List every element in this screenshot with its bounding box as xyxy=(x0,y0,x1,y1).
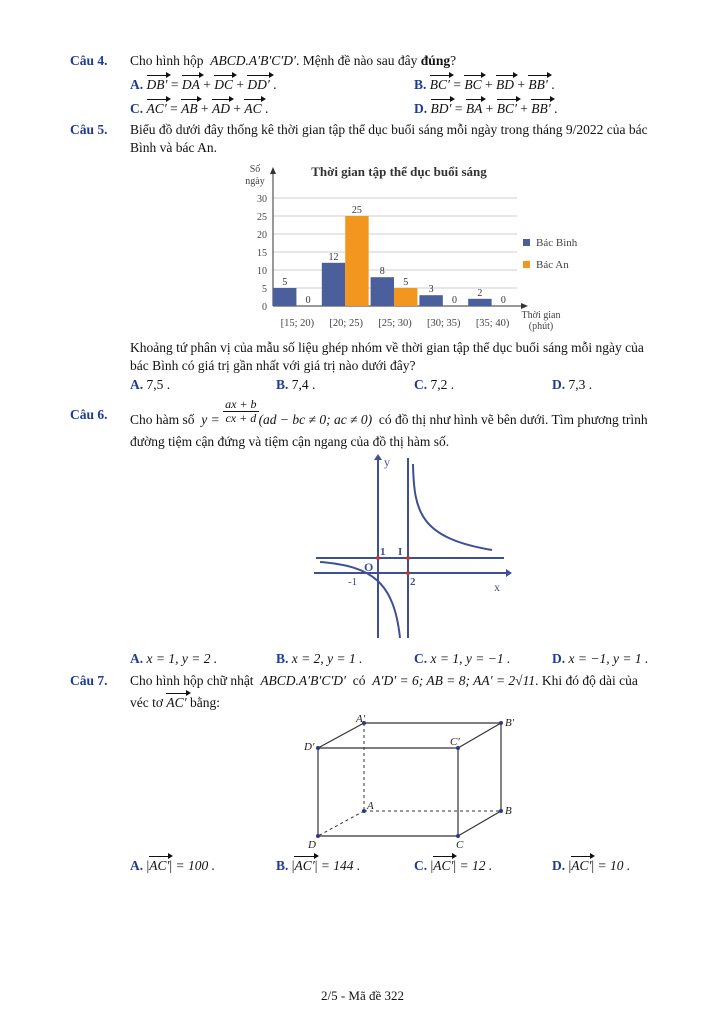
bar-s0-c4 xyxy=(468,299,491,306)
q6-option-b[interactable]: B. x = 2, y = 1 . xyxy=(276,651,363,666)
data-label-s1-c0: 0 xyxy=(305,295,311,306)
q4-option-b[interactable]: B. BC′ = BC + BD + BB′ . xyxy=(414,77,555,92)
chart-title: Thời gian tập thể dục buổi sáng xyxy=(311,164,487,179)
vertex-a1: A′ xyxy=(356,713,366,725)
cuboid-figure xyxy=(300,712,530,852)
graph-label-one-x: I xyxy=(398,546,403,558)
q6-option-d[interactable]: D. x = −1, y = 1 . xyxy=(552,651,649,666)
q6-stem-line2: đường tiệm cận đứng và tiệm cận ngang của đồ thị hàm số. xyxy=(130,434,450,449)
bar-s1-c1 xyxy=(345,216,368,306)
page-footer: 2/5 - Mã đề 322 xyxy=(320,988,405,1003)
bar-s0-c0 xyxy=(273,288,296,306)
data-label-s0-c2: 8 xyxy=(379,266,385,278)
q7-option-d[interactable]: D. |AC′| = 10 . xyxy=(552,858,631,873)
right-branch xyxy=(413,464,492,550)
vertex-c1: C′ xyxy=(450,736,460,748)
y-tick-2: 10 xyxy=(257,266,267,277)
bar-chart xyxy=(225,158,605,338)
y-tick-0: 0 xyxy=(262,302,267,313)
data-label-s0-c3: 3 xyxy=(428,284,434,296)
q7-label: Câu 7. xyxy=(70,673,108,688)
q6-option-c[interactable]: C. x = 1, y = −1 . xyxy=(414,651,511,666)
q6-option-a[interactable]: A. x = 1, y = 2 . xyxy=(130,651,218,666)
q4-stem: Cho hình hộp ABCD.A′B′C′D′. Mệnh đề nào sau đây đúng? xyxy=(130,53,457,68)
graph-label-one-y: 1 xyxy=(380,546,386,558)
q7-option-c[interactable]: C. |AC′| = 12 . xyxy=(414,858,493,873)
legend-swatch-1 xyxy=(523,261,530,268)
x-axis-arrow xyxy=(521,303,528,309)
chart-ylabel-2: ngày xyxy=(245,176,265,187)
q5-option-c[interactable]: C. 7,2 . xyxy=(414,377,455,392)
vertex-a: A xyxy=(367,800,374,812)
q5-stem-line2: Bình và bác An. xyxy=(130,140,217,155)
data-label-s1-c4: 0 xyxy=(500,295,506,306)
x-tick-1: [20; 25) xyxy=(329,318,363,329)
x-tick-2: [25; 30) xyxy=(378,318,412,329)
q4-label: Câu 4. xyxy=(70,53,108,68)
chart-xlabel-2: (phút) xyxy=(528,321,554,332)
y-axis-arrow xyxy=(270,167,276,174)
bar-s0-c2 xyxy=(371,277,394,306)
data-label-s1-c3: 0 xyxy=(452,295,458,306)
bar-s0-c1 xyxy=(322,263,345,306)
q5-option-d[interactable]: D. 7,3 . xyxy=(552,377,593,392)
q4-option-c[interactable]: C. AC′ = AB + AD + AC . xyxy=(130,101,269,116)
q5-after-line1: Khoảng tứ phân vị của mẫu số liệu ghép nhóm về thời gian tập thể dục buổi sáng mỗi ngày của xyxy=(130,340,644,355)
hyperbola-graph xyxy=(312,452,512,640)
legend-swatch-0 xyxy=(523,239,530,246)
data-label-s0-c0: 5 xyxy=(282,277,288,288)
q4-option-a[interactable]: A. DB′ = DA + DC + DD′ . xyxy=(130,77,277,92)
graph-label-minus-one: -1 xyxy=(348,576,358,588)
graph-label-o: O xyxy=(364,560,374,574)
graph-label-y: y xyxy=(384,455,390,469)
q6-label: Câu 6. xyxy=(70,407,108,422)
q7-option-a[interactable]: A. |AC′| = 100 . xyxy=(130,858,215,873)
x-tick-4: [35; 40) xyxy=(475,318,510,329)
data-label-s1-c2: 5 xyxy=(403,277,409,288)
q5-stem-line1: Biểu đồ dưới đây thống kê thời gian tập thể dục buổi sáng mỗi ngày trong tháng 9/2022 của bác xyxy=(130,122,648,137)
q5-after-line2: bác Bình có giá trị gần nhất với giá trị nào dưới đây? xyxy=(130,358,416,373)
vertex-c: C xyxy=(456,839,464,851)
vertex-d1: D′ xyxy=(304,741,315,753)
q5-option-a[interactable]: A. 7,5 . xyxy=(130,377,171,392)
bar-s1-c2 xyxy=(394,288,417,306)
q6-stem: Cho hàm số y = $\frac{ax + b}{cx + d}$ (ad − bc ≠ 0; ac ≠ 0) có đồ thị như hình vẽ bên dưới. Tìm phương trình xyxy=(130,397,648,427)
chart-ylabel-1: Số xyxy=(249,164,261,175)
y-tick-5: 25 xyxy=(257,212,267,223)
data-label-s0-c1: 12 xyxy=(328,251,339,263)
q4-option-d[interactable]: D. BD′ = BA + BC′ + BB′ . xyxy=(414,101,558,116)
q6-fraction: $\frac{ax + b}{cx + d}$ xyxy=(225,397,257,425)
legend-label-1: Bác An xyxy=(536,259,569,271)
vertex-b: B xyxy=(505,805,512,817)
graph-label-x: x xyxy=(494,580,500,594)
y-tick-4: 20 xyxy=(257,230,267,241)
q7-stem-line2: véc tơ AC′ bằng: xyxy=(130,695,220,710)
y-tick-6: 30 xyxy=(257,194,267,205)
chart-xlabel-1: Thời gian xyxy=(521,310,561,321)
data-label-s0-c4: 2 xyxy=(477,287,483,299)
x-tick-0: [15; 20) xyxy=(280,318,315,329)
q5-label: Câu 5. xyxy=(70,122,108,137)
x-tick-3: [30; 35) xyxy=(427,318,461,329)
q7-option-b[interactable]: B. |AC′| = 144 . xyxy=(276,858,361,873)
bar-s0-c3 xyxy=(419,295,442,306)
q7-stem: Cho hình hộp chữ nhật ABCD.A′B′C′D′ có A′D′ = 6; AB = 8; AA′ = 2√11. Khi đó độ dài của xyxy=(130,673,638,688)
y-tick-1: 5 xyxy=(262,284,267,295)
data-label-s1-c1: 25 xyxy=(351,205,362,216)
graph-label-two: 2 xyxy=(410,576,416,588)
vertex-d: D xyxy=(308,839,316,851)
vertex-b1: B′ xyxy=(505,717,515,729)
q5-option-b[interactable]: B. 7,4 . xyxy=(276,377,316,392)
y-tick-3: 15 xyxy=(257,248,267,259)
legend-label-0: Bác Bình xyxy=(536,237,578,249)
